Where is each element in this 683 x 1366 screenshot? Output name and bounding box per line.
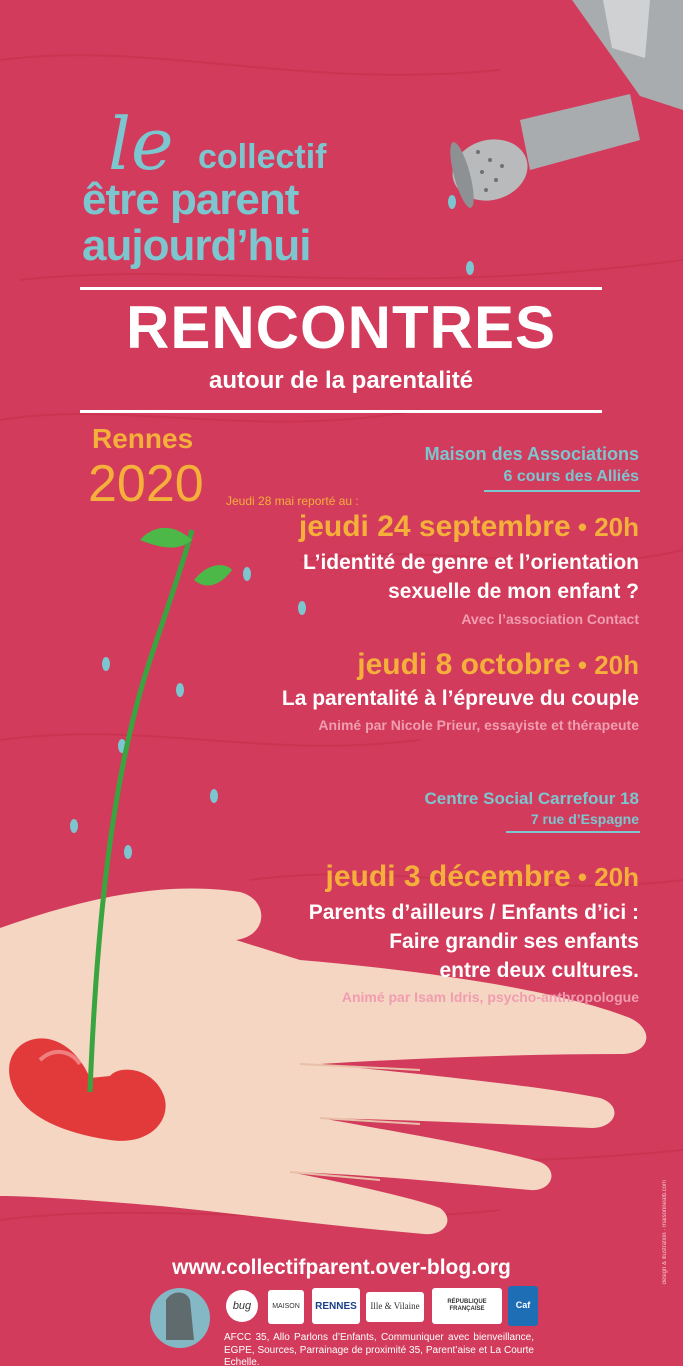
event-3-talk-line-2: Faire grandir ses enfants — [389, 930, 639, 953]
partners-credits: AFCC 35, Allo Parlons d’Enfants, Communiquer avec bienveillance, EGPE, Sources, Parrainage de proximité 35, Parent’aise et La Courte Echelle. — [224, 1332, 534, 1366]
partner-bug-logo: bug — [226, 1290, 258, 1322]
event-2-datetime — [357, 648, 639, 681]
venue-2-name: Centre Social Carrefour 18 — [424, 789, 639, 808]
event-3-date: jeudi 3 décembre — [325, 860, 571, 893]
event-2-date: jeudi 8 octobre — [357, 648, 571, 681]
event-3-speaker: Animé par Isam Idris, psycho-anthropologue — [341, 989, 639, 1005]
postponed-note: Jeudi 28 mai reporté au : — [226, 494, 359, 508]
event-3-time: • 20h — [570, 862, 639, 892]
logo-etre-parent: être parent — [82, 175, 299, 224]
design-credit: design & illustration · maisonnealb.com — [662, 1180, 668, 1285]
partner-caf-logo: Caf — [508, 1286, 538, 1326]
website-url: www.collectifparent.over-blog.org — [172, 1256, 511, 1279]
logo-aujourdhui: aujourd’hui — [82, 221, 311, 270]
event-1-time: • 20h — [570, 512, 639, 542]
event-2-speaker: Animé par Nicole Prieur, essayiste et thérapeute — [318, 717, 639, 733]
event-3-talk-line-3: entre deux cultures. — [439, 959, 639, 982]
venue-2-underline — [506, 831, 640, 833]
page-title: RENCONTRES — [125, 294, 557, 361]
partner-ille-vilaine-logo: Ille & Vilaine — [366, 1292, 424, 1322]
watering-can-icon — [445, 0, 683, 210]
logo-collectif: collectif — [198, 138, 327, 176]
event-1-talk-line-2: sexuelle de mon enfant ? — [388, 580, 639, 603]
page-subtitle: autour de la parentalité — [208, 367, 474, 394]
partner-rennes-logo: RENNES — [312, 1288, 360, 1324]
venue-2-address: 7 rue d’Espagne — [530, 811, 639, 827]
leaf-left-icon — [140, 528, 192, 548]
event-1-talk-line-1: L’identité de genre et l’orientation — [302, 551, 639, 574]
venue-1-address: 6 cours des Alliés — [503, 468, 639, 485]
partner-republique-logo: RÉPUBLIQUE FRANÇAISE — [432, 1288, 502, 1324]
venue-1-underline — [484, 490, 640, 492]
event-2-time: • 20h — [570, 650, 639, 680]
event-1-date: jeudi 24 septembre — [298, 510, 571, 543]
title-rule-bottom — [80, 410, 602, 413]
event-3-datetime — [326, 860, 639, 893]
event-2-talk-line-1: La parentalité à l’épreuve du couple — [281, 687, 639, 710]
city: Rennes — [92, 423, 194, 454]
leaf-right-icon — [194, 565, 232, 585]
partner-maison-logo: MAISON — [268, 1290, 304, 1324]
venue-1-name: Maison des Associations — [424, 444, 639, 464]
event-1-speaker: Avec l’association Contact — [461, 611, 639, 627]
year: 2020 — [88, 455, 204, 513]
event-1-datetime — [299, 510, 639, 543]
title-rule-top — [80, 287, 602, 290]
logo-le: le — [108, 102, 174, 186]
event-3-talk-line-1: Parents d’ailleurs / Enfants d’ici : — [308, 901, 639, 924]
